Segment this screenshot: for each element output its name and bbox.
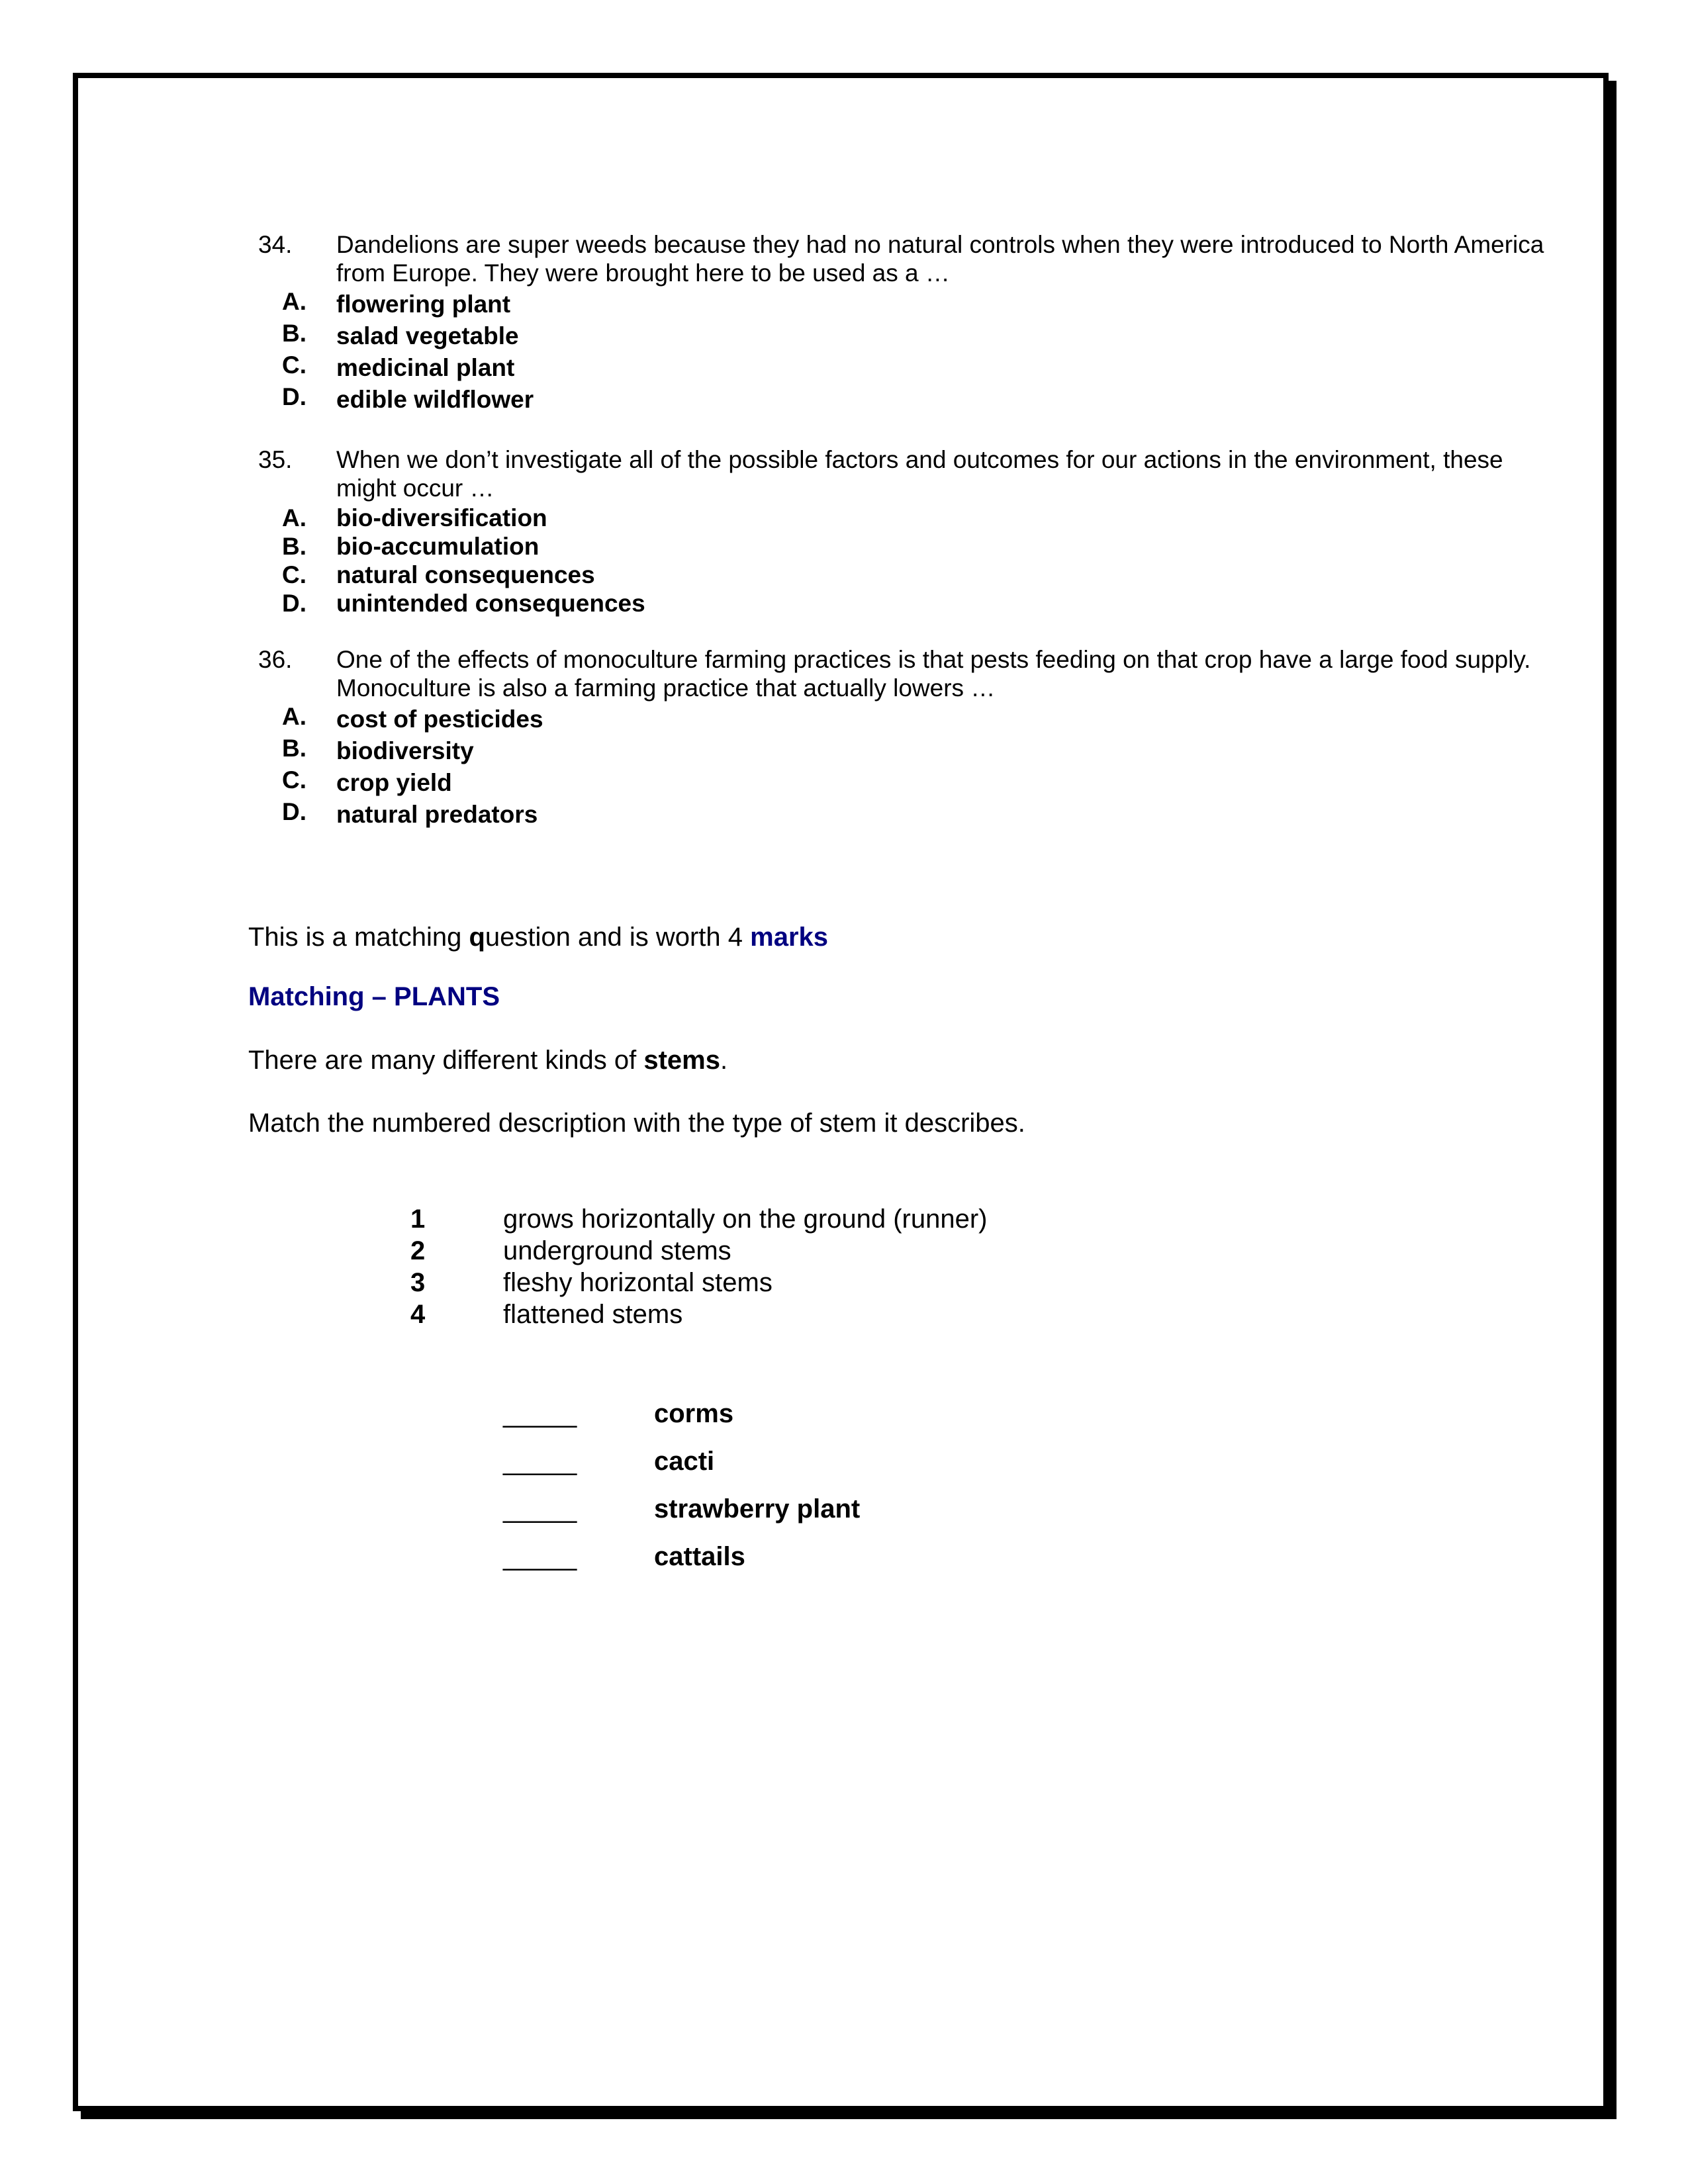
question-35 <box>258 445 1556 617</box>
answer-term: cattails <box>654 1542 745 1571</box>
answer-option-a[interactable] <box>258 704 1556 735</box>
answer-options <box>258 704 1556 831</box>
answer-blank[interactable]: _____ <box>503 1542 577 1571</box>
option-text: natural predators <box>336 801 538 828</box>
description-number: 2 <box>410 1236 426 1265</box>
option-letter: C. <box>282 351 306 379</box>
stems-sentence-after: . <box>720 1046 728 1075</box>
question-34 <box>258 230 1556 416</box>
answer-option-a[interactable] <box>258 289 1556 320</box>
option-letter: B. <box>282 533 306 560</box>
matching-instruction: Match the numbered description with the type of stem it describes. <box>248 1109 1025 1138</box>
option-text: cost of pesticides <box>336 705 543 733</box>
option-text: edible wildflower <box>336 386 534 413</box>
matching-intro <box>248 921 828 953</box>
answer-option-b[interactable] <box>258 735 1556 767</box>
intro-text-2: q <box>469 923 485 952</box>
answer-option-c[interactable] <box>258 561 1556 589</box>
option-letter: A. <box>282 703 306 730</box>
description-text: flattened stems <box>503 1300 683 1329</box>
option-text: salad vegetable <box>336 322 519 349</box>
answer-term: cacti <box>654 1447 715 1476</box>
description-text: grows horizontally on the ground (runner) <box>503 1205 988 1234</box>
question-36 <box>258 645 1556 831</box>
option-text: biodiversity <box>336 737 474 764</box>
answer-option-a[interactable] <box>258 504 1556 532</box>
option-text: bio-accumulation <box>336 533 539 560</box>
answer-option-d[interactable] <box>258 799 1556 831</box>
question-number: 35. <box>258 446 293 473</box>
intro-marks: marks <box>750 923 829 952</box>
answer-option-b[interactable] <box>258 320 1556 352</box>
option-text: unintended consequences <box>336 590 645 617</box>
option-letter: C. <box>282 561 306 588</box>
description-item <box>410 1267 988 1298</box>
option-text: medicinal plant <box>336 354 515 381</box>
description-text: fleshy horizontal stems <box>503 1268 773 1297</box>
option-letter: C. <box>282 766 306 794</box>
answer-term: strawberry plant <box>654 1494 861 1524</box>
stems-sentence <box>248 1044 727 1076</box>
question-text: Dandelions are super weeds because they had no natural controls when they were introduced to North America from Europe. They were brought here to be used as a … <box>336 231 1544 287</box>
intro-text-1: This is a matching <box>248 923 469 952</box>
description-item <box>410 1203 988 1235</box>
answer-item <box>503 1398 860 1445</box>
option-letter: B. <box>282 735 306 762</box>
question-number: 36. <box>258 646 293 673</box>
stems-sentence-before: There are many different kinds of <box>248 1046 644 1075</box>
question-number: 34. <box>258 231 293 258</box>
description-number: 3 <box>410 1268 426 1297</box>
question-text: When we don’t investigate all of the possible factors and outcomes for our actions in the environment, these might occur … <box>336 446 1503 502</box>
answer-blank[interactable]: _____ <box>503 1399 577 1428</box>
matching-heading: Matching – PLANTS <box>248 982 500 1011</box>
stems-sentence-bold: stems <box>643 1046 720 1075</box>
answer-blank[interactable]: _____ <box>503 1447 577 1476</box>
description-number: 1 <box>410 1205 426 1234</box>
description-number: 4 <box>410 1300 426 1329</box>
answer-option-c[interactable] <box>258 767 1556 799</box>
option-letter: A. <box>282 504 306 531</box>
answer-item <box>503 1493 860 1541</box>
option-letter: D. <box>282 798 306 825</box>
answer-option-d[interactable] <box>258 384 1556 416</box>
answer-option-c[interactable] <box>258 352 1556 384</box>
question-text: One of the effects of monoculture farming practices is that pests feeding on that crop have a large food supply. Monoculture is also a farming practice that actually lowers … <box>336 646 1531 702</box>
answer-option-d[interactable] <box>258 589 1556 617</box>
description-item <box>410 1235 988 1267</box>
option-text: natural consequences <box>336 561 595 588</box>
option-letter: B. <box>282 320 306 347</box>
option-letter: A. <box>282 288 306 315</box>
option-text: crop yield <box>336 769 452 796</box>
option-letter: D. <box>282 383 306 410</box>
question-stem <box>258 645 1556 702</box>
answer-list <box>503 1398 860 1588</box>
question-stem <box>258 445 1556 502</box>
question-stem <box>258 230 1556 287</box>
option-letter: D. <box>282 590 306 617</box>
answer-options <box>258 289 1556 416</box>
intro-text-3: uestion and is worth 4 <box>485 923 751 952</box>
answer-item <box>503 1541 860 1588</box>
option-text: flowering plant <box>336 291 511 318</box>
answer-blank[interactable]: _____ <box>503 1494 577 1524</box>
answer-options <box>258 504 1556 617</box>
description-list <box>410 1203 988 1330</box>
answer-item <box>503 1445 860 1493</box>
description-item <box>410 1298 988 1330</box>
option-text: bio-diversification <box>336 504 547 531</box>
answer-term: corms <box>654 1399 734 1428</box>
description-text: underground stems <box>503 1236 731 1265</box>
answer-option-b[interactable] <box>258 532 1556 561</box>
